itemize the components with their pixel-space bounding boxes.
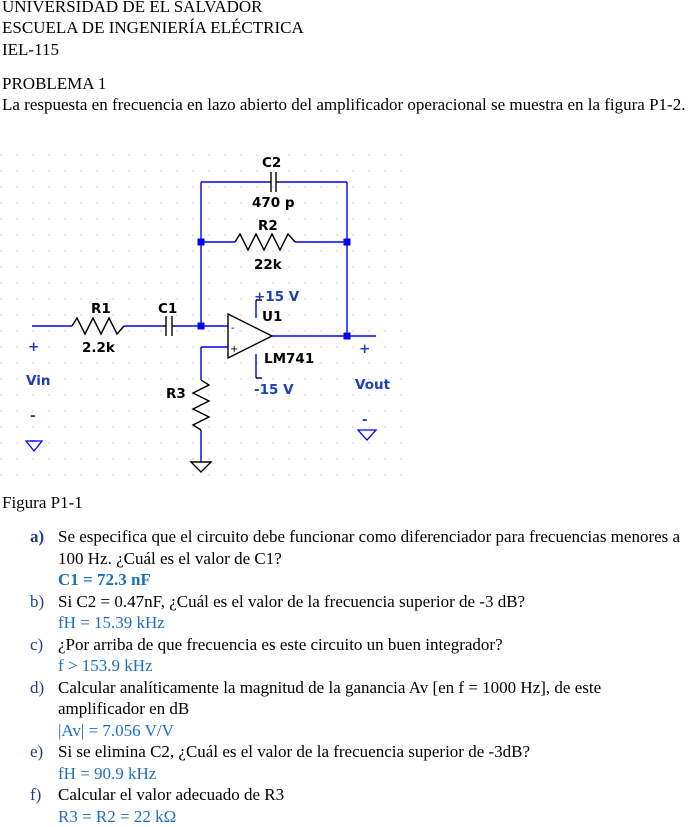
question-e [0, 741, 696, 784]
question-letter: e) [30, 741, 43, 763]
question-d [0, 677, 696, 742]
label-vin: Vin [26, 373, 50, 389]
label-vout-minus: - [362, 412, 368, 428]
label-vout: Vout [355, 377, 391, 393]
question-answer: R3 = R2 = 22 kΩ [58, 806, 696, 827]
label-r2: R2 [258, 218, 278, 234]
circuit-schematic [0, 154, 402, 484]
question-answer: |Av| = 7.056 V/V [58, 720, 696, 742]
opamp-plus-label: + [230, 344, 238, 355]
label-vpos: +15 V [254, 289, 300, 305]
label-vin-minus: - [30, 408, 36, 424]
label-vin-plus: + [28, 339, 39, 355]
question-answer: f > 153.9 kHz [58, 655, 696, 677]
course-code: IEL-115 [2, 39, 59, 61]
label-r2-value: 22k [254, 257, 283, 273]
question-c [0, 634, 696, 677]
label-c2-value: 470 p [252, 195, 295, 211]
question-b [0, 591, 696, 634]
figure-caption: Figura P1-1 [2, 492, 83, 514]
label-c2: C2 [262, 155, 281, 171]
question-answer: fH = 15.39 kHz [58, 612, 696, 634]
question-answer: C1 = 72.3 nF [58, 569, 696, 591]
question-text: Calcular el valor adecuado de R3 [58, 784, 692, 806]
label-r1-value: 2.2k [82, 340, 116, 356]
university-name: UNIVERSIDAD DE EL SALVADOR [2, 0, 263, 18]
label-vout-plus: + [359, 341, 370, 357]
school-name: ESCUELA DE INGENIERÍA ELÉCTRICA [2, 17, 304, 39]
question-letter: a) [30, 526, 44, 548]
label-c1: C1 [158, 301, 177, 317]
question-letter: d) [30, 677, 44, 699]
question-text: ¿Por arriba de que frecuencia es este circuito un buen integrador? [58, 634, 692, 656]
question-text: Si se elimina C2, ¿Cuál es el valor de la frecuencia superior de -3dB? [58, 741, 692, 763]
question-a [0, 526, 696, 591]
label-u1: U1 [262, 309, 282, 325]
question-text: Se especifica que el circuito debe funcionar como diferenciador para frecuencias menores a 100 Hz. ¿Cuál es el valor de C1? [58, 526, 692, 569]
question-letter: c) [30, 634, 43, 656]
label-vneg: -15 V [254, 382, 294, 398]
question-list [0, 526, 696, 827]
question-letter: f) [30, 784, 41, 806]
problem-title: PROBLEMA 1 [2, 73, 106, 95]
question-answer: fH = 90.9 kHz [58, 763, 696, 785]
label-r1: R1 [91, 301, 111, 317]
problem-intro: La respuesta en frecuencia en lazo abierto del amplificador operacional se muestra en la figura P1-2. [2, 94, 690, 116]
label-r3: R3 [166, 386, 186, 402]
opamp-minus-label: - [231, 323, 235, 334]
question-text: Si C2 = 0.47nF, ¿Cuál es el valor de la frecuencia superior de -3 dB? [58, 591, 692, 613]
question-letter: b) [30, 591, 44, 613]
question-f [0, 784, 696, 827]
label-lm741: LM741 [264, 351, 314, 367]
question-text: Calcular analíticamente la magnitud de la ganancia Av [en f = 1000 Hz], de este amplificador en dB [58, 677, 692, 720]
